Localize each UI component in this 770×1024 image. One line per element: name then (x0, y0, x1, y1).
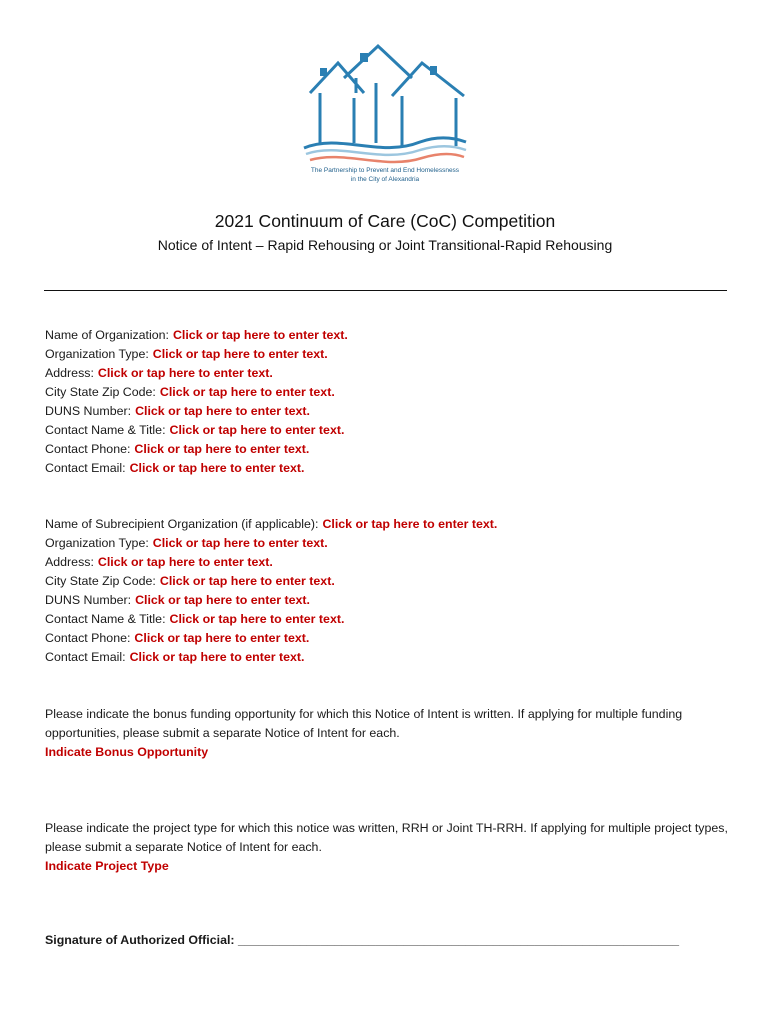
org-name-field[interactable]: Click or tap here to enter text. (172, 328, 348, 342)
sub-contact-field[interactable]: Click or tap here to enter text. (169, 612, 345, 626)
org-duns-field[interactable]: Click or tap here to enter text. (135, 404, 310, 418)
sub-phone-field[interactable]: Click or tap here to enter text. (134, 631, 310, 645)
header-divider (44, 290, 727, 291)
org-type-row (45, 345, 745, 364)
field-label: Name of Subrecipient Organization (if applicable): (45, 517, 319, 531)
field-label: City State Zip Code: (45, 385, 156, 399)
organization-section (45, 326, 745, 478)
field-label: DUNS Number: (45, 404, 132, 418)
field-label: City State Zip Code: (45, 574, 156, 588)
sub-address-row (45, 553, 745, 572)
logo-tagline (290, 166, 480, 184)
signature-line[interactable]: ________________________________________________________________ (238, 933, 680, 947)
document-title: 2021 Continuum of Care (CoC) Competition (214, 211, 556, 231)
org-address-row (45, 364, 745, 383)
field-label: Contact Phone: (45, 631, 131, 645)
sub-city-field[interactable]: Click or tap here to enter text. (159, 574, 335, 588)
field-label: Contact Name & Title: (45, 423, 166, 437)
field-label: DUNS Number: (45, 593, 132, 607)
org-address-field[interactable]: Click or tap here to enter text. (97, 366, 273, 380)
sub-type-field[interactable]: Click or tap here to enter text. (152, 536, 328, 550)
field-label: Organization Type: (45, 536, 149, 550)
tagline-line-1: The Partnership to Prevent and End Homelessness (310, 167, 460, 174)
org-duns-row (45, 402, 745, 421)
sub-email-row (45, 648, 745, 667)
project-instructions: Please indicate the project type for which this notice was written, RRH or Joint TH-RRH. If applying for multiple project types, please submit a separate Notice of Intent for each. (45, 821, 728, 854)
field-label: Address: (45, 366, 94, 380)
org-contact-row (45, 421, 745, 440)
field-label: Address: (45, 555, 94, 569)
field-label: Contact Phone: (45, 442, 131, 456)
org-phone-row (45, 440, 745, 459)
sub-type-row (45, 534, 745, 553)
project-type-dropdown[interactable]: Indicate Project Type (45, 859, 169, 873)
field-label: Contact Email: (45, 461, 126, 475)
bonus-section (45, 705, 735, 762)
project-section (45, 819, 735, 876)
org-city-field[interactable]: Click or tap here to enter text. (159, 385, 335, 399)
sub-address-field[interactable]: Click or tap here to enter text. (97, 555, 273, 569)
subrecipient-section (45, 515, 745, 667)
sub-name-field[interactable]: Click or tap here to enter text. (322, 517, 498, 531)
org-type-field[interactable]: Click or tap here to enter text. (152, 347, 328, 361)
field-label: Name of Organization: (45, 328, 169, 342)
org-city-row (45, 383, 745, 402)
sub-contact-row (45, 610, 745, 629)
field-label: Contact Email: (45, 650, 126, 664)
bonus-instructions: Please indicate the bonus funding opportunity for which this Notice of Intent is written. If applying for multiple funding opportunities, please submit a separate Notice of Intent for each. (45, 707, 683, 740)
org-phone-field[interactable]: Click or tap here to enter text. (134, 442, 310, 456)
sub-city-row (45, 572, 745, 591)
signature-row (45, 933, 745, 947)
tagline-line-2: in the City of Alexandria (350, 176, 420, 183)
org-contact-field[interactable]: Click or tap here to enter text. (169, 423, 345, 437)
field-label: Organization Type: (45, 347, 149, 361)
document-subtitle: Notice of Intent – Rapid Rehousing or Joint Transitional-Rapid Rehousing (157, 237, 613, 253)
sub-phone-row (45, 629, 745, 648)
signature-label: Signature of Authorized Official: (45, 933, 235, 947)
sub-duns-field[interactable]: Click or tap here to enter text. (135, 593, 310, 607)
sub-name-row (45, 515, 745, 534)
org-email-row (45, 459, 745, 478)
org-name-row (45, 326, 745, 345)
bonus-opportunity-dropdown[interactable]: Indicate Bonus Opportunity (45, 745, 209, 759)
field-label: Contact Name & Title: (45, 612, 166, 626)
sub-duns-row (45, 591, 745, 610)
sub-email-field[interactable]: Click or tap here to enter text. (129, 650, 305, 664)
org-email-field[interactable]: Click or tap here to enter text. (129, 461, 305, 475)
